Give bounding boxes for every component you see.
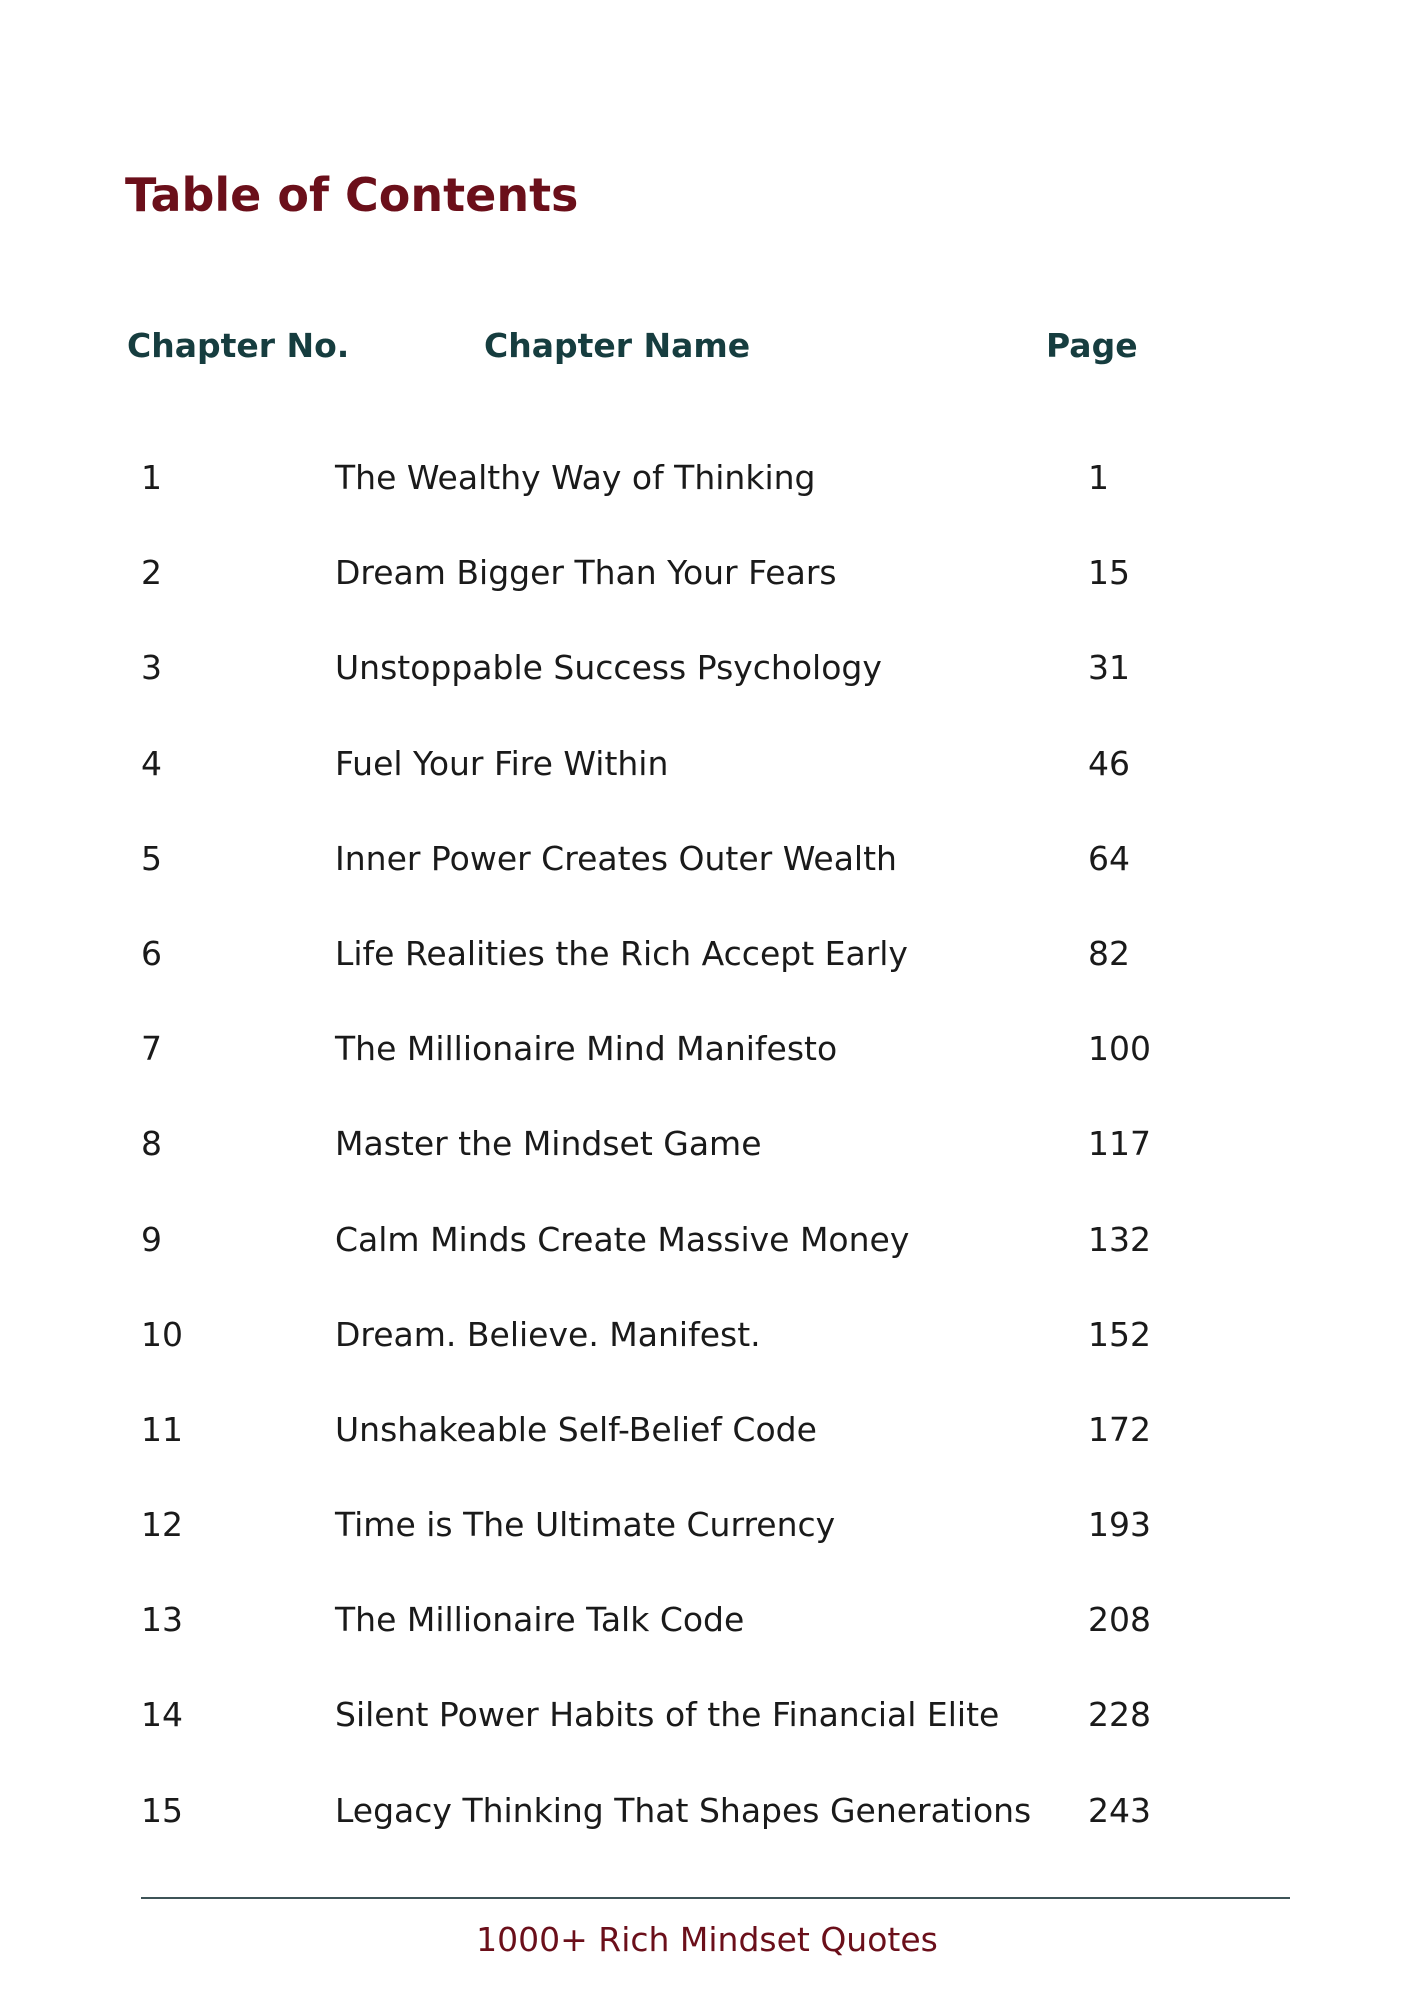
column-header-page: Page: [1046, 326, 1138, 365]
chapter-name: Inner Power Creates Outer Wealth: [335, 838, 897, 878]
chapter-page: 31: [1088, 648, 1130, 688]
chapter-page: 1: [1088, 458, 1109, 497]
chapter-page: 243: [1088, 1790, 1151, 1830]
footer-divider: [141, 1897, 1290, 1899]
chapter-name: Dream Bigger Than Your Fears: [335, 553, 837, 593]
chapter-page: 228: [1088, 1695, 1151, 1735]
chapter-number: 10: [141, 1314, 183, 1354]
chapter-number: 6: [141, 933, 162, 973]
chapter-name: The Millionaire Talk Code: [335, 1600, 745, 1640]
chapter-number: 12: [141, 1505, 183, 1545]
chapter-page: 208: [1088, 1600, 1151, 1640]
chapter-number: 1: [141, 458, 162, 497]
chapter-page: 132: [1088, 1219, 1151, 1259]
chapter-page: 46: [1088, 743, 1130, 783]
footer-book-title: 1000+ Rich Mindset Quotes: [476, 1920, 938, 1959]
toc-row[interactable]: [0, 648, 1414, 743]
chapter-name: Unshakeable Self-Belief Code: [335, 1409, 817, 1449]
toc-row[interactable]: [0, 553, 1414, 648]
toc-row[interactable]: [0, 1695, 1414, 1790]
chapter-number: 2: [141, 553, 162, 593]
chapter-name: Calm Minds Create Massive Money: [335, 1219, 910, 1259]
chapter-number: 15: [141, 1790, 183, 1830]
chapter-name: Unstoppable Success Psychology: [335, 648, 882, 688]
chapter-name: Legacy Thinking That Shapes Generations: [335, 1790, 1032, 1830]
chapter-name: Dream. Believe. Manifest.: [335, 1314, 761, 1354]
toc-list: [0, 458, 1414, 1886]
toc-row[interactable]: [0, 1220, 1414, 1315]
chapter-name: Fuel Your Fire Within: [335, 743, 669, 783]
chapter-page: 82: [1088, 933, 1130, 973]
toc-row[interactable]: [0, 1315, 1414, 1410]
toc-row[interactable]: [0, 839, 1414, 934]
column-header-chapter-no: Chapter No.: [127, 326, 350, 365]
toc-row[interactable]: [0, 1505, 1414, 1600]
toc-row[interactable]: [0, 1600, 1414, 1695]
chapter-number: 9: [141, 1219, 162, 1259]
chapter-name: Time is The Ultimate Currency: [335, 1505, 836, 1545]
chapter-number: 11: [141, 1409, 183, 1449]
toc-row[interactable]: [0, 1124, 1414, 1219]
column-header-chapter-name: Chapter Name: [484, 326, 751, 365]
chapter-page: 172: [1088, 1409, 1151, 1449]
chapter-number: 5: [141, 838, 162, 878]
chapter-page: 100: [1088, 1029, 1151, 1069]
toc-row[interactable]: [0, 458, 1414, 553]
chapter-page: 15: [1088, 553, 1130, 593]
chapter-page: 117: [1088, 1124, 1151, 1164]
page-title: Table of Contents: [125, 168, 579, 222]
chapter-name: Silent Power Habits of the Financial Elite: [335, 1695, 1000, 1735]
chapter-name: The Wealthy Way of Thinking: [335, 458, 816, 497]
toc-row[interactable]: [0, 1791, 1414, 1886]
chapter-name: Master the Mindset Game: [335, 1124, 762, 1164]
chapter-name: Life Realities the Rich Accept Early: [335, 933, 908, 973]
chapter-number: 3: [141, 648, 162, 688]
chapter-number: 13: [141, 1600, 183, 1640]
chapter-page: 193: [1088, 1505, 1151, 1545]
chapter-number: 7: [141, 1029, 162, 1069]
chapter-page: 152: [1088, 1314, 1151, 1354]
chapter-page: 64: [1088, 838, 1130, 878]
chapter-name: The Millionaire Mind Manifesto: [335, 1029, 838, 1069]
toc-row[interactable]: [0, 1410, 1414, 1505]
chapter-number: 8: [141, 1124, 162, 1164]
chapter-number: 14: [141, 1695, 183, 1735]
toc-row[interactable]: [0, 934, 1414, 1029]
toc-row[interactable]: [0, 744, 1414, 839]
chapter-number: 4: [141, 743, 162, 783]
toc-row[interactable]: [0, 1029, 1414, 1124]
